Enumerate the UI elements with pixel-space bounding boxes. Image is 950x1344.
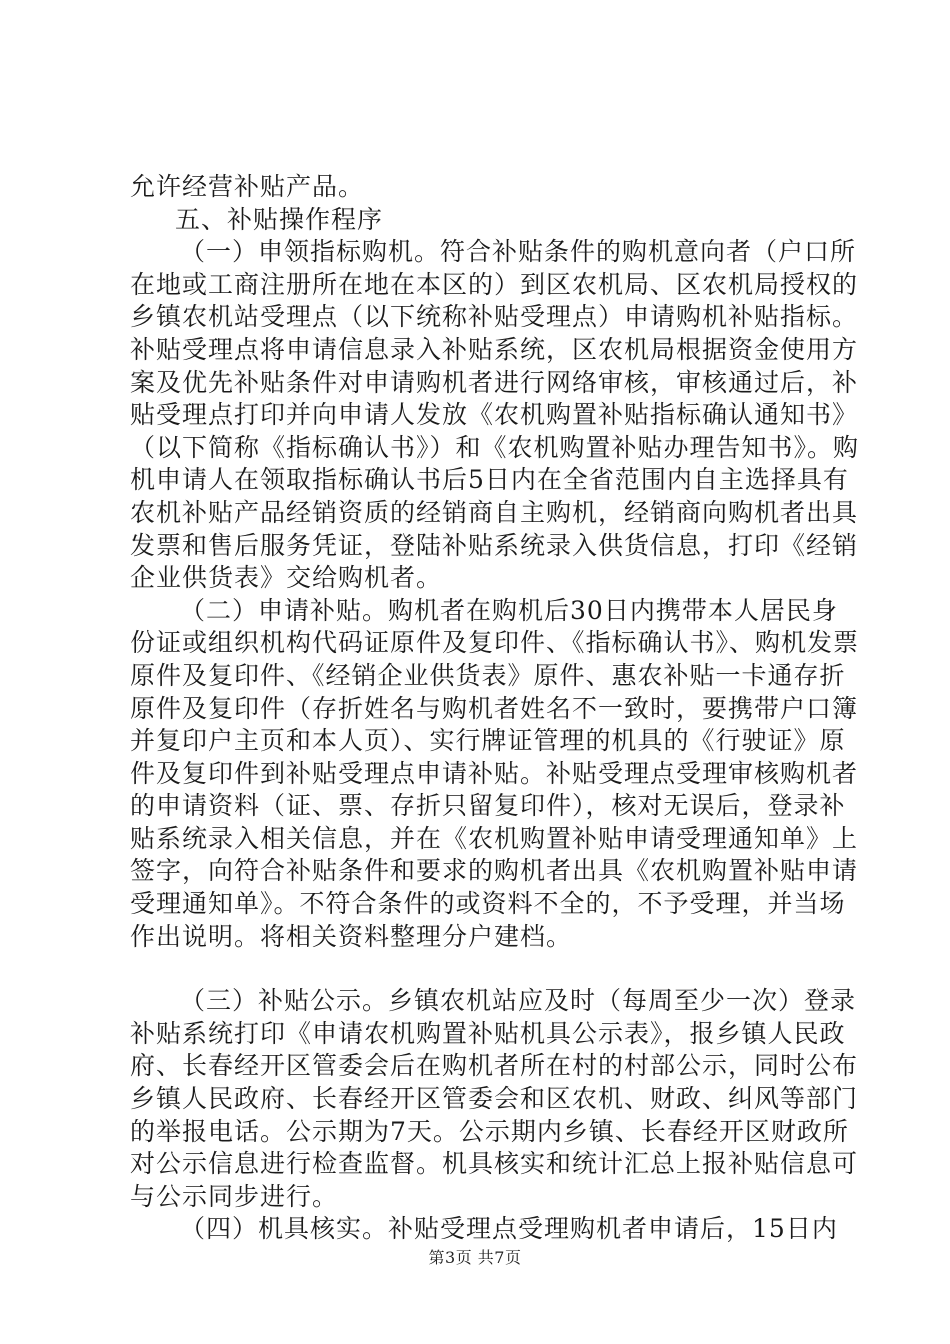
document-body bbox=[130, 171, 860, 1246]
paragraph-step-2: （二）申请补贴。购机者在购机后30日内携带本人居民身份证或组织机构代码证原件及复印件、《指标确认书》、购机发票原件及复印件、《经销企业供货表》原件、惠农补贴一卡通存折原件及复印件（存折姓名与购机者姓名不一致时，要携带户口簿并复印户主页和本人页）、实行牌证管理的机具的《行驶证》原件及复印件到补贴受理点申请补贴。补贴受理点受理审核购机者的申请资料（证、票、存折只留复印件），核对无误后，登录补贴系统录入相关信息，并在《农机购置补贴申请受理通知单》上签字，向符合补贴条件和要求的购机者出具《农机购置补贴申请受理通知单》。不符合条件的或资料不全的，不予受理，并当场作出说明。将相关资料整理分户建档。 bbox=[130, 595, 860, 951]
page-number-footer: 第3页 共7页 bbox=[428, 1248, 522, 1267]
paragraph-step-4: （四）机具核实。补贴受理点受理购机者申请后，15日内 bbox=[180, 1214, 838, 1244]
paragraph-continuation: 允许经营补贴产品。 bbox=[130, 172, 365, 201]
paragraph-step-3: （三）补贴公示。乡镇农机站应及时（每周至少一次）登录补贴系统打印《申请农机购置补贴机具公示表》，报乡镇人民政府、长春经开区管委会后在购机者所在村的村部公示，同时公布乡镇人民政府、长春经开区管委会和区农机、财政、纠风等部门的举报电话。公示期为7天。公示期内乡镇、长春经开区财政所对公示信息进行检查监督。机具核实和统计汇总上报补贴信息可与公示同步进行。 bbox=[130, 986, 859, 1211]
paragraph-step-1: （一）申领指标购机。符合补贴条件的购机意向者（户口所在地或工商注册所在地在本区的）到区农机局、区农机局授权的乡镇农机站受理点（以下统称补贴受理点）申请购机补贴指标。补贴受理点将申请信息录入补贴系统，区农机局根据资金使用方案及优先补贴条件对申请购机者进行网络审核，审核通过后，补贴受理点打印并向申请人发放《农机购置补贴指标确认通知书》（以下简称《指标确认书》）和《农机购置补贴办理告知书》。购机申请人在领取指标确认书后5日内在全省范围内自主选择具有农机补贴产品经销资质的经销商自主购机，经销商向购机者出具发票和售后服务凭证，登陆补贴系统录入供货信息，打印《经销企业供货表》交给购机者。 bbox=[130, 237, 860, 593]
paragraph-gap bbox=[130, 953, 860, 985]
section-heading: 五、补贴操作程序 bbox=[175, 204, 384, 234]
